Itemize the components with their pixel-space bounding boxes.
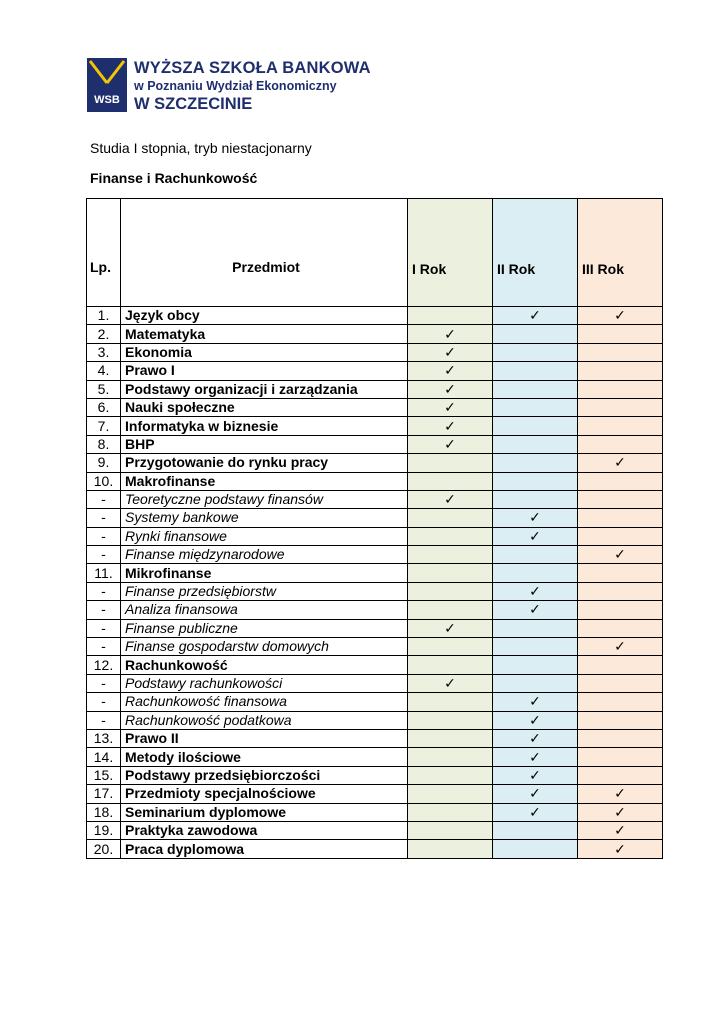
- year-1-cell: [408, 362, 493, 380]
- study-mode-subtitle: Studia I stopnia, tryb niestacjonarny: [90, 140, 312, 156]
- table-row: [87, 435, 663, 453]
- subject-name: Matematyka: [121, 325, 408, 343]
- logo-line-1: WYŻSZA SZKOŁA BANKOWA: [134, 59, 371, 77]
- year-2-cell: [493, 656, 578, 674]
- row-number: 7.: [87, 417, 121, 435]
- year-1-cell: [408, 398, 493, 416]
- year-3-cell: [578, 472, 663, 490]
- year-1-cell: [408, 435, 493, 453]
- year-2-cell: [493, 582, 578, 600]
- table-row: [87, 307, 663, 325]
- checkmark-icon: ✓: [529, 509, 541, 526]
- checkmark-icon: ✓: [444, 362, 456, 379]
- year-1-cell: [408, 619, 493, 637]
- year-1-cell: [408, 601, 493, 619]
- table-row: [87, 821, 663, 839]
- year-2-cell: [493, 711, 578, 729]
- table-header-row: [87, 199, 663, 307]
- row-number: -: [87, 582, 121, 600]
- curriculum-table: [86, 198, 663, 859]
- row-number: 9.: [87, 454, 121, 472]
- major-title: Finanse i Rachunkowość: [90, 170, 258, 186]
- table-row: [87, 840, 663, 858]
- subject-name: Analiza finansowa: [121, 601, 408, 619]
- subject-name: Język obcy: [121, 307, 408, 325]
- year-3-cell: [578, 619, 663, 637]
- year-1-cell: [408, 325, 493, 343]
- year-2-cell: [493, 325, 578, 343]
- checkmark-icon: ✓: [529, 730, 541, 747]
- year-1-cell: [408, 490, 493, 508]
- row-number: 17.: [87, 785, 121, 803]
- year-3-cell: [578, 307, 663, 325]
- header-year-3: III Rok: [578, 199, 663, 307]
- row-number: -: [87, 711, 121, 729]
- checkmark-icon: ✓: [444, 435, 456, 452]
- year-3-cell: [578, 362, 663, 380]
- table-row: [87, 803, 663, 821]
- subject-name: Rachunkowość podatkowa: [121, 711, 408, 729]
- year-2-cell: [493, 380, 578, 398]
- year-1-cell: [408, 527, 493, 545]
- year-3-cell: [578, 582, 663, 600]
- checkmark-icon: ✓: [529, 307, 541, 324]
- year-2-cell: [493, 821, 578, 839]
- row-number: 19.: [87, 821, 121, 839]
- subject-name: Rynki finansowe: [121, 527, 408, 545]
- year-2-cell: [493, 509, 578, 527]
- subject-name: Systemy bankowe: [121, 509, 408, 527]
- subject-name: Finanse gospodarstw domowych: [121, 638, 408, 656]
- subject-name: Metody ilościowe: [121, 748, 408, 766]
- table-row: [87, 693, 663, 711]
- checkmark-icon: ✓: [444, 619, 456, 636]
- subject-name: Teoretyczne podstawy finansów: [121, 490, 408, 508]
- table-row: [87, 546, 663, 564]
- checkmark-icon: ✓: [614, 546, 626, 563]
- table-row: [87, 729, 663, 747]
- checkmark-icon: ✓: [529, 583, 541, 600]
- year-3-cell: [578, 729, 663, 747]
- logo-line-2: w Poznaniu Wydział Ekonomiczny: [134, 79, 337, 93]
- year-3-cell: [578, 398, 663, 416]
- year-2-cell: [493, 840, 578, 858]
- year-3-cell: [578, 803, 663, 821]
- table-row: [87, 601, 663, 619]
- year-3-cell: [578, 840, 663, 858]
- checkmark-icon: ✓: [614, 803, 626, 820]
- subject-name: Seminarium dyplomowe: [121, 803, 408, 821]
- year-1-cell: [408, 509, 493, 527]
- checkmark-icon: ✓: [444, 491, 456, 508]
- year-1-cell: [408, 472, 493, 490]
- subject-name: Mikrofinanse: [121, 564, 408, 582]
- year-2-cell: [493, 674, 578, 692]
- year-1-cell: [408, 821, 493, 839]
- row-number: 20.: [87, 840, 121, 858]
- year-3-cell: [578, 325, 663, 343]
- row-number: -: [87, 527, 121, 545]
- row-number: -: [87, 509, 121, 527]
- year-3-cell: [578, 435, 663, 453]
- year-1-cell: [408, 785, 493, 803]
- year-3-cell: [578, 711, 663, 729]
- year-3-cell: [578, 527, 663, 545]
- checkmark-icon: ✓: [529, 527, 541, 544]
- row-number: -: [87, 638, 121, 656]
- header-lp: Lp.: [87, 199, 121, 307]
- checkmark-icon: ✓: [529, 803, 541, 820]
- year-1-cell: [408, 766, 493, 784]
- year-3-cell: [578, 509, 663, 527]
- logo-wordmark: [134, 58, 371, 114]
- table-row: [87, 748, 663, 766]
- subject-name: BHP: [121, 435, 408, 453]
- year-2-cell: [493, 748, 578, 766]
- year-3-cell: [578, 638, 663, 656]
- year-2-cell: [493, 435, 578, 453]
- row-number: -: [87, 601, 121, 619]
- row-number: 2.: [87, 325, 121, 343]
- row-number: 4.: [87, 362, 121, 380]
- table-row: [87, 674, 663, 692]
- table-row: [87, 362, 663, 380]
- table-row: [87, 527, 663, 545]
- subject-name: Finanse publiczne: [121, 619, 408, 637]
- year-1-cell: [408, 380, 493, 398]
- checkmark-icon: ✓: [614, 840, 626, 857]
- year-2-cell: [493, 785, 578, 803]
- checkmark-icon: ✓: [614, 638, 626, 655]
- year-2-cell: [493, 527, 578, 545]
- table-row: [87, 564, 663, 582]
- table-row: [87, 711, 663, 729]
- subject-name: Przedmioty specjalnościowe: [121, 785, 408, 803]
- year-2-cell: [493, 729, 578, 747]
- table-row: [87, 380, 663, 398]
- year-3-cell: [578, 343, 663, 361]
- header-subject: Przedmiot: [121, 199, 408, 307]
- subject-name: Podstawy organizacji i zarządzania: [121, 380, 408, 398]
- checkmark-icon: ✓: [529, 785, 541, 802]
- checkmark-icon: ✓: [529, 693, 541, 710]
- row-number: 6.: [87, 398, 121, 416]
- year-3-cell: [578, 380, 663, 398]
- year-1-cell: [408, 748, 493, 766]
- checkmark-icon: ✓: [529, 601, 541, 618]
- checkmark-icon: ✓: [444, 675, 456, 691]
- year-3-cell: [578, 674, 663, 692]
- year-1-cell: [408, 803, 493, 821]
- year-3-cell: [578, 748, 663, 766]
- year-2-cell: [493, 417, 578, 435]
- table-row: [87, 398, 663, 416]
- year-1-cell: [408, 711, 493, 729]
- year-2-cell: [493, 472, 578, 490]
- checkmark-icon: ✓: [444, 343, 456, 360]
- year-2-cell: [493, 546, 578, 564]
- checkmark-icon: ✓: [444, 399, 456, 416]
- year-1-cell: [408, 454, 493, 472]
- year-3-cell: [578, 546, 663, 564]
- row-number: -: [87, 546, 121, 564]
- year-3-cell: [578, 417, 663, 435]
- header-year-1: I Rok: [408, 199, 493, 307]
- year-1-cell: [408, 564, 493, 582]
- year-1-cell: [408, 656, 493, 674]
- year-2-cell: [493, 619, 578, 637]
- header-year-2: II Rok: [493, 199, 578, 307]
- row-number: 8.: [87, 435, 121, 453]
- subject-name: Makrofinanse: [121, 472, 408, 490]
- table-row: [87, 343, 663, 361]
- table-row: [87, 325, 663, 343]
- year-1-cell: [408, 417, 493, 435]
- row-number: -: [87, 693, 121, 711]
- year-2-cell: [493, 362, 578, 380]
- table-row: [87, 656, 663, 674]
- logo-badge-text: WSB: [94, 94, 120, 106]
- year-2-cell: [493, 766, 578, 784]
- year-1-cell: [408, 546, 493, 564]
- table-row: [87, 766, 663, 784]
- checkmark-icon: ✓: [444, 380, 456, 397]
- row-number: 10.: [87, 472, 121, 490]
- year-1-cell: [408, 307, 493, 325]
- row-number: 14.: [87, 748, 121, 766]
- table-row: [87, 619, 663, 637]
- subject-name: Ekonomia: [121, 343, 408, 361]
- year-3-cell: [578, 564, 663, 582]
- year-3-cell: [578, 785, 663, 803]
- table-row: [87, 509, 663, 527]
- year-1-cell: [408, 343, 493, 361]
- row-number: 5.: [87, 380, 121, 398]
- row-number: 15.: [87, 766, 121, 784]
- year-3-cell: [578, 693, 663, 711]
- year-3-cell: [578, 766, 663, 784]
- row-number: -: [87, 674, 121, 692]
- checkmark-icon: ✓: [529, 748, 541, 765]
- year-2-cell: [493, 638, 578, 656]
- year-1-cell: [408, 582, 493, 600]
- year-2-cell: [493, 343, 578, 361]
- row-number: 11.: [87, 564, 121, 582]
- year-3-cell: [578, 601, 663, 619]
- checkmark-icon: ✓: [614, 454, 626, 471]
- subject-name: Prawo I: [121, 362, 408, 380]
- year-2-cell: [493, 307, 578, 325]
- table-row: [87, 454, 663, 472]
- subject-name: Finanse przedsiębiorstw: [121, 582, 408, 600]
- subject-name: Informatyka w biznesie: [121, 417, 408, 435]
- row-number: 1.: [87, 307, 121, 325]
- year-2-cell: [493, 564, 578, 582]
- table-row: [87, 785, 663, 803]
- row-number: 12.: [87, 656, 121, 674]
- year-2-cell: [493, 693, 578, 711]
- row-number: 13.: [87, 729, 121, 747]
- checkmark-icon: ✓: [614, 307, 626, 324]
- year-1-cell: [408, 674, 493, 692]
- year-3-cell: [578, 490, 663, 508]
- subject-name: Praktyka zawodowa: [121, 821, 408, 839]
- checkmark-icon: ✓: [444, 325, 456, 342]
- subject-name: Przygotowanie do rynku pracy: [121, 454, 408, 472]
- wsb-emblem-icon: [87, 58, 127, 112]
- checkmark-icon: ✓: [529, 711, 541, 728]
- row-number: 3.: [87, 343, 121, 361]
- year-2-cell: [493, 398, 578, 416]
- table-row: [87, 417, 663, 435]
- school-logo: [87, 58, 377, 118]
- checkmark-icon: ✓: [529, 766, 541, 783]
- subject-name: Finanse międzynarodowe: [121, 546, 408, 564]
- logo-line-3: W SZCZECINIE: [134, 95, 253, 113]
- year-2-cell: [493, 601, 578, 619]
- checkmark-icon: ✓: [444, 417, 456, 434]
- subject-name: Podstawy przedsiębiorczości: [121, 766, 408, 784]
- year-2-cell: [493, 454, 578, 472]
- subject-name: Podstawy rachunkowości: [121, 674, 408, 692]
- checkmark-icon: ✓: [614, 785, 626, 802]
- year-1-cell: [408, 840, 493, 858]
- year-3-cell: [578, 821, 663, 839]
- checkmark-icon: ✓: [614, 822, 626, 839]
- year-3-cell: [578, 454, 663, 472]
- table-body: [87, 307, 663, 859]
- row-number: -: [87, 619, 121, 637]
- year-1-cell: [408, 729, 493, 747]
- subject-name: Rachunkowość: [121, 656, 408, 674]
- subject-name: Rachunkowość finansowa: [121, 693, 408, 711]
- year-3-cell: [578, 656, 663, 674]
- year-1-cell: [408, 693, 493, 711]
- table-row: [87, 638, 663, 656]
- subject-name: Nauki społeczne: [121, 398, 408, 416]
- row-number: 18.: [87, 803, 121, 821]
- subject-name: Praca dyplomowa: [121, 840, 408, 858]
- table-row: [87, 582, 663, 600]
- row-number: -: [87, 490, 121, 508]
- table-row: [87, 472, 663, 490]
- table-row: [87, 490, 663, 508]
- year-2-cell: [493, 490, 578, 508]
- year-2-cell: [493, 803, 578, 821]
- subject-name: Prawo II: [121, 729, 408, 747]
- year-1-cell: [408, 638, 493, 656]
